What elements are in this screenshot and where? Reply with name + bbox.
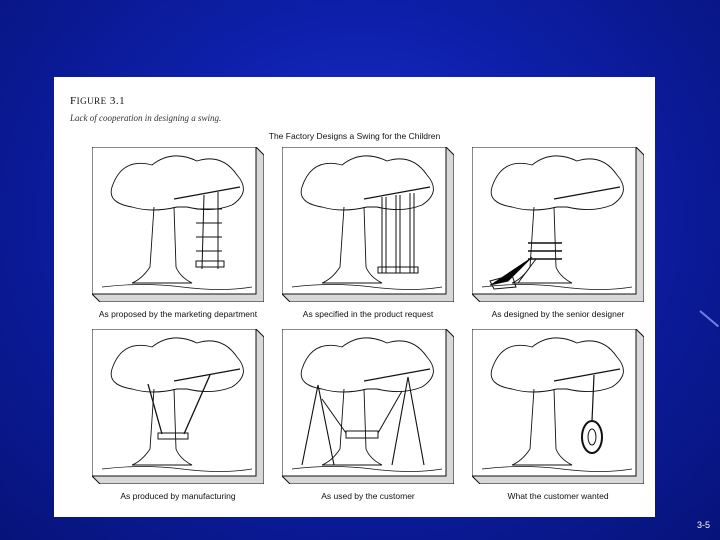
figure-page [54,77,655,517]
tree-swing-illustration [472,147,644,302]
panel-label: As used by the customer [321,491,415,501]
panel-senior-designer [472,147,644,319]
slide-number: 3-5 [696,520,710,530]
panel-product-request [282,147,454,319]
panel-manufacturing [92,329,264,501]
tree-swing-illustration [282,329,454,484]
decorative-accent-line [699,310,719,327]
panel-label: As designed by the senior designer [491,309,625,319]
tree-swing-illustration [92,147,264,302]
figure-banner: The Factory Designs a Swing for the Children [268,131,441,141]
tree-swing-illustration [92,329,264,484]
panel-customer-wanted [472,329,644,501]
panel-customer-use [282,329,454,501]
figure-caption: Lack of cooperation in designing a swing. [70,113,222,123]
panel-marketing [92,147,264,319]
panel-label: As specified in the product request [302,309,434,319]
figure-number: FIGURE 3.1 [70,95,126,107]
panel-label: As produced by manufacturing [120,491,236,501]
panel-label: As proposed by the marketing department [98,309,258,319]
panel-label: What the customer wanted [507,491,609,501]
tree-swing-illustration [282,147,454,302]
tree-swing-illustration [472,329,644,484]
